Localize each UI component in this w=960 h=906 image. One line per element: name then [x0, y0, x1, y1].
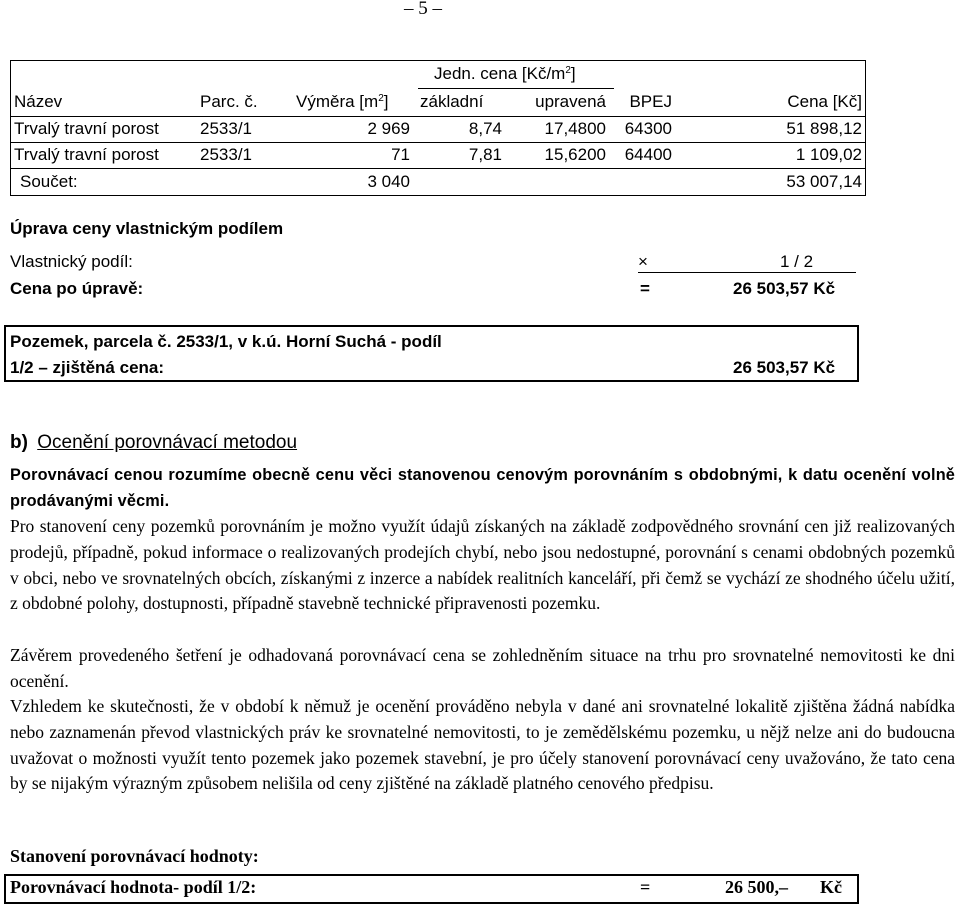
share-label: Vlastnický podíl: — [10, 252, 133, 271]
row1-vymera: 2 969 — [367, 119, 410, 138]
valuation-table — [10, 60, 866, 196]
paragraph-2: Závěrem provedeného šetření je odhadovaná porovnávací cena se zohledněním situace na trhu pro srovnatelné nemovitosti ke dni ocenění. — [10, 645, 955, 691]
table-border-top — [10, 60, 866, 61]
row1-bpej: 64300 — [624, 119, 672, 138]
total-vymera: 3 040 — [367, 172, 410, 191]
row1-parc: 2533/1 — [200, 119, 252, 138]
table-rule — [418, 88, 614, 89]
row1-cena: 51 898,12 — [786, 119, 862, 138]
row2-zakladni: 7,81 — [468, 145, 502, 164]
row2-parc: 2533/1 — [200, 145, 252, 164]
paragraph-3: Vzhledem ke skutečnosti, že v období k němuž je ocenění prováděno nebyla v dané ani srovnatelné lokalitě zjištěna žádná nabídka nebo zaznamenán převod vlastnických práv ke srovnatelné nemovitosti, to je zemědělskému pozemku, u nějž nelze ani do budoucna uvažovat o možnosti využít tento pozemek jako pozemek stavební, je pro účely stanovení porovnávací ceny uvažováno, že tato cena by se nijakým výrazným způsobem nelišila od ceny zjištěné na základě platného cenového předpisu. — [10, 696, 955, 794]
header-parc: Parc. č. — [200, 92, 258, 111]
table-rule — [10, 168, 866, 169]
final-equals: = — [640, 877, 651, 897]
table-border-left — [10, 60, 11, 196]
table-rule — [10, 142, 866, 143]
equals-sign: = — [640, 279, 650, 298]
result-line2: 1/2 – zjištěná cena: — [10, 358, 165, 377]
row2-upravena: 15,6200 — [544, 145, 606, 164]
table-border-right — [865, 60, 866, 196]
total-label: Součet: — [20, 172, 78, 191]
section-b-prefix: b) — [10, 432, 28, 453]
final-heading: Stanovení porovnávací hodnoty: — [10, 846, 259, 866]
header-unit-price: Jedn. cena $[Kč/m^2]$ — [434, 64, 576, 83]
row2-vymera: 71 — [391, 145, 410, 164]
final-currency: Kč — [820, 877, 842, 897]
header-vymera: Výměra $[m^2]$ — [296, 92, 389, 111]
header-zakladni: základní — [420, 92, 484, 111]
row1-zakladni: 8,74 — [468, 119, 502, 138]
page-number: – 5 – — [404, 0, 442, 19]
final-label: Porovnávací hodnota- podíl 1/2: — [10, 877, 257, 897]
price-after-value: 26 503,57 Kč — [733, 279, 836, 298]
section-b-title: Ocenění porovnávací metodou — [37, 432, 298, 453]
final-value: 26 500,– — [725, 877, 788, 897]
row1-nazev: Trvalý travní porost — [14, 119, 159, 138]
table-rule — [10, 116, 866, 117]
definition-paragraph: Porovnávací cenou rozumíme obecně cenu věci stanovenou cenovým porovnáním s obdobnými, k datu ocenění volně prodávanými věcmi. — [10, 466, 955, 510]
header-nazev: Název — [14, 92, 63, 111]
section-b-heading — [10, 432, 297, 454]
total-cena: 53 007,14 — [786, 172, 862, 191]
header-cena: Cena [Kč] — [787, 92, 862, 111]
sum-rule — [638, 272, 856, 273]
result-line1: Pozemek, parcela č. 2533/1, v k.ú. Horní Suchá - podíl — [10, 332, 442, 351]
price-after-label: Cena po úpravě: — [10, 279, 144, 298]
header-bpej: BPEJ — [629, 92, 672, 111]
multiply-sign: × — [638, 252, 648, 271]
header-upravena: upravená — [535, 92, 606, 111]
row2-cena: 1 109,02 — [795, 145, 862, 164]
paragraph-1: Pro stanovení ceny pozemků porovnáním je možno využít údajů získaných na základě zodpovědného srovnání cen již realizovaných prodejů, případně, pokud informace o realizovaných prodejích chybí, nebo jsou nedostupné, porovnání s cenami obdobných pozemků v obci, nebo ve srovnatelných obcích, získanými z inzerce a nabídek realitních kanceláří, při čemž se vychází ze shodného účelu užití, z obdobné polohy, dostupnosti, případně stavebně technické připravenosti pozemku. — [10, 516, 955, 614]
share-value: 1 / 2 — [780, 252, 814, 271]
result-value: 26 503,57 Kč — [733, 358, 836, 377]
table-border-bottom — [10, 195, 866, 196]
row1-upravena: 17,4800 — [544, 119, 606, 138]
row2-nazev: Trvalý travní porost — [14, 145, 159, 164]
adjustment-heading: Úprava ceny vlastnickým podílem — [10, 219, 284, 238]
row2-bpej: 64400 — [624, 145, 672, 164]
